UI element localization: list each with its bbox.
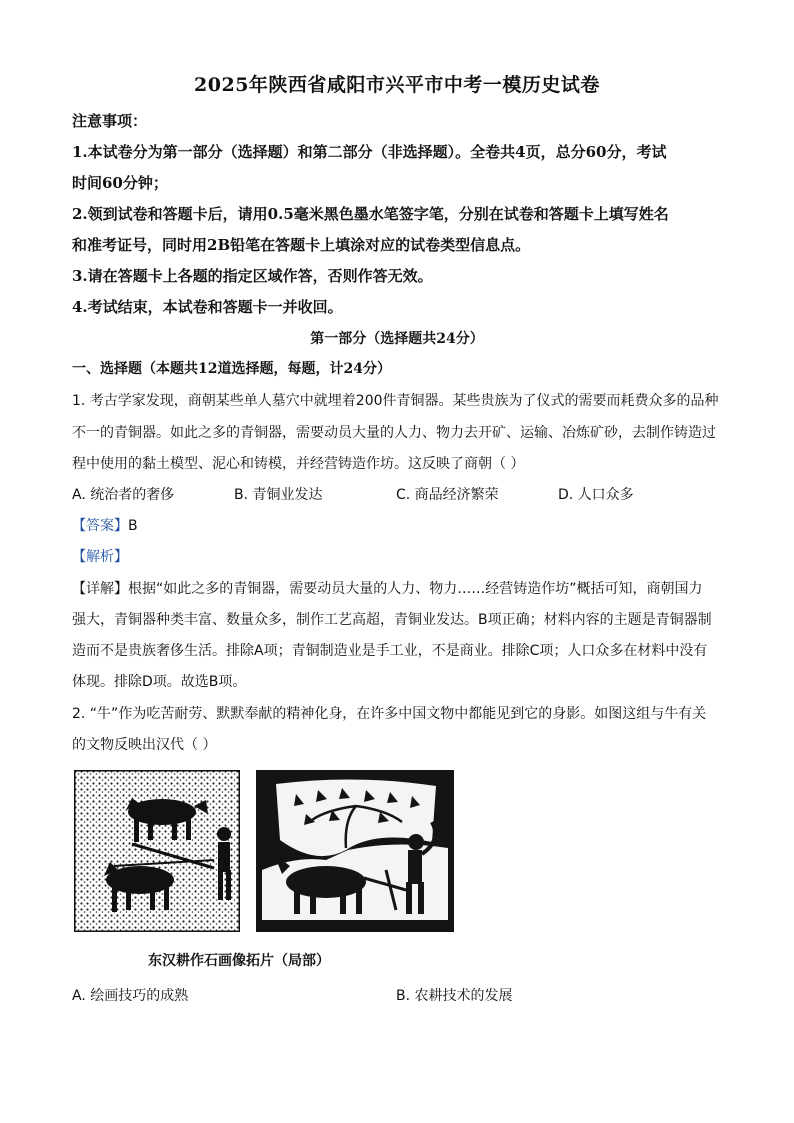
- page-title: 2025年陕西省咸阳市兴平市中考一模历史试卷: [194, 74, 600, 96]
- option-c[interactable]: C. 商品经济繁荣: [396, 487, 499, 503]
- detail-row: [72, 578, 703, 598]
- detail-text: 根据“如此之多的青铜器，需要动员大量的人力、物力……经营铸造作坊”概括可知，商朝国力: [128, 581, 703, 597]
- notice-heading: 注意事项：: [72, 112, 148, 130]
- question-1-text: 程中使用的黏土模型、泥心和铸模，并经营铸造作坊。这反映了商朝（ ）: [72, 456, 525, 472]
- ox-plowing-rubbing-right: [256, 770, 454, 932]
- notice-line: 时间60分钟；: [72, 174, 168, 192]
- detail-text: 强大，青铜器种类丰富、数量众多，制作工艺高超，青铜业发达。B项正确；材料内容的主题是青铜器制: [72, 612, 712, 628]
- part-heading: 第一部分（选择题共24分）: [310, 331, 484, 347]
- answer-label: 【答案】: [72, 518, 128, 534]
- detail-text: 体现。排除D项。故选B项。: [72, 674, 247, 690]
- notice-line: 3.请在答题卡上各题的指定区域作答，否则作答无效。: [72, 267, 433, 285]
- ox-plowing-rubbing-left: [74, 770, 240, 932]
- answer-value: B: [128, 518, 138, 534]
- option-a[interactable]: A. 统治者的奢侈: [72, 487, 175, 503]
- option-b[interactable]: B. 青铜业发达: [234, 487, 323, 503]
- option-d[interactable]: D. 人口众多: [558, 487, 634, 503]
- section-heading: 一、选择题（本题共12道选择题，每题，计24分）: [72, 361, 391, 377]
- option-b[interactable]: B. 农耕技术的发展: [396, 988, 513, 1004]
- question-1-text: 不一的青铜器。如此之多的青铜器，需要动员大量的人力、物力去开矿、运输、冶炼矿砂，去制作铸造过: [72, 425, 716, 441]
- detail-text: 造而不是贵族奢侈生活。排除A项；青铜制造业是手工业，不是商业。排除C项；人口众多在材料中没有: [72, 643, 708, 659]
- question-2-text: 2. “牛”作为吃苦耐劳、默默奉献的精神化身，在许多中国文物中都能见到它的身影。如图这组与牛有关: [72, 706, 707, 722]
- detail-label: 【详解】: [72, 581, 128, 597]
- option-a[interactable]: A. 绘画技巧的成熟: [72, 988, 189, 1004]
- question-2-text: 的文物反映出汉代（ ）: [72, 737, 217, 753]
- notice-line: 2.领到试卷和答题卡后，请用0.5毫米黑色墨水笔签字笔，分别在试卷和答题卡上填写姓名: [72, 205, 669, 223]
- answer-row: [72, 515, 138, 535]
- figure-caption: 东汉耕作石画像拓片（局部）: [148, 953, 330, 969]
- notice-line: 4.考试结束，本试卷和答题卡一并收回。: [72, 298, 343, 316]
- notice-line: 和准考证号，同时用2B铅笔在答题卡上填涂对应的试卷类型信息点。: [72, 236, 531, 254]
- question-1-text: 1. 考古学家发现，商朝某些单人墓穴中就埋着200件青铜器。某些贵族为了仪式的需要而耗费众多的品种: [72, 393, 719, 409]
- notice-line: 1.本试卷分为第一部分（选择题）和第二部分（非选择题）。全卷共4页，总分60分，考试: [72, 143, 667, 161]
- analysis-label: 【解析】: [72, 549, 128, 565]
